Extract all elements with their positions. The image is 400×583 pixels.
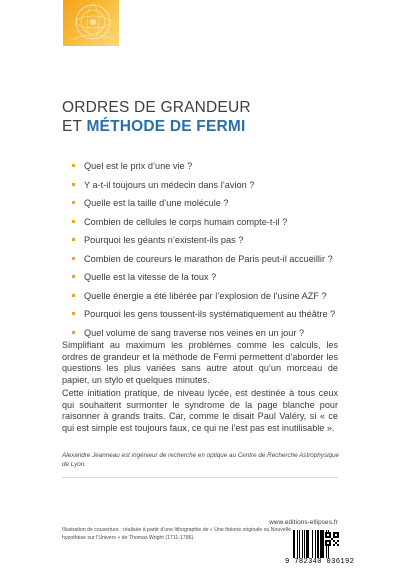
question-text: Quel est le prix d’une vie ? xyxy=(84,161,193,171)
bullet-icon xyxy=(72,257,75,260)
question-text: Quelle énergie a été libérée par l’explosion de l’usine AZF ? xyxy=(84,290,327,301)
question-text: Pourquoi les gens toussent-ils systématiquement au théâtre ? xyxy=(84,309,336,319)
question-text: Quelle est la taille d’une molécule ? xyxy=(84,198,229,208)
title-line-2-prefix: ET xyxy=(62,118,87,135)
bullet-icon xyxy=(72,312,75,315)
title-line-2-emphasis: MÉTHODE DE FERMI xyxy=(86,118,246,135)
bullet-icon xyxy=(72,201,75,204)
barcode-bars xyxy=(293,530,353,558)
description-paragraph-2: Cette initiation pratique, de niveau lycée, est destinée à tous ceux qui souhaitent surmonter le syndrome de la page blanche pour raisonner à grands traits. Car, comme le disait Paul Valéry, si « ce qui est simple est toujours faux, ce qui ne l’est pas est inutilisable ». xyxy=(62,388,338,433)
bullet-icon xyxy=(72,164,75,167)
question-text: Combien de cellules le corps humain compte-t-il ? xyxy=(84,216,288,227)
cover-illustration xyxy=(63,0,119,46)
bullet-icon xyxy=(72,238,75,241)
sphere-illustration-icon xyxy=(63,0,119,46)
question-item xyxy=(72,272,335,291)
cover-credit: Illustration de couverture : réalisée à partir d’une lithographie de « Une théorie originale ou Nouvelle hypothèse sur l’Univers » de Thomas Wright (1711-1786). xyxy=(62,527,291,541)
bullet-icon xyxy=(72,183,75,186)
question-list xyxy=(72,161,335,346)
bullet-icon xyxy=(72,275,75,278)
question-text: Quelle est la vitesse de la toux ? xyxy=(84,272,217,282)
title-line-1: ORDRES DE GRANDEUR xyxy=(62,99,251,116)
question-text: Quel volume de sang traverse nos veines en un jour ? xyxy=(84,327,305,338)
description-paragraph-1: Simplifiant au maximum les problèmes comme les calculs, les ordres de grandeur et la méthode de Fermi permettent d’aborder les questions les plus variées sans autre atout qu’un morceau de papier, un stylo et quelques minutes. xyxy=(62,340,338,385)
question-item xyxy=(72,254,335,273)
author-note: Alexandre Jeanneau est ingénieur de recherche en optique au Centre de Recherche Astrophysique de Lyon. xyxy=(62,452,340,468)
bullet-icon xyxy=(72,220,75,223)
question-text: Combien de coureurs le marathon de Paris peut-il accueillir ? xyxy=(84,253,333,264)
question-item xyxy=(72,235,335,254)
title-line-2 xyxy=(62,117,251,136)
question-item xyxy=(72,217,335,236)
question-item xyxy=(72,180,335,199)
bullet-icon xyxy=(72,331,75,334)
barcode-digits: 9 782340 036192 xyxy=(285,558,355,566)
question-item xyxy=(72,309,335,328)
question-item xyxy=(72,198,335,217)
divider xyxy=(62,477,338,478)
bullet-icon xyxy=(72,294,75,297)
qr-code-icon xyxy=(325,532,339,546)
question-item xyxy=(72,161,335,180)
question-text: Pourquoi les géants n’existent-ils pas ? xyxy=(84,235,244,245)
question-text: Y a-t-il toujours un médecin dans l’avion ? xyxy=(84,179,255,190)
publisher-website[interactable]: www.editions-ellipses.fr xyxy=(269,519,338,526)
question-item xyxy=(72,291,335,310)
book-title xyxy=(62,98,251,136)
